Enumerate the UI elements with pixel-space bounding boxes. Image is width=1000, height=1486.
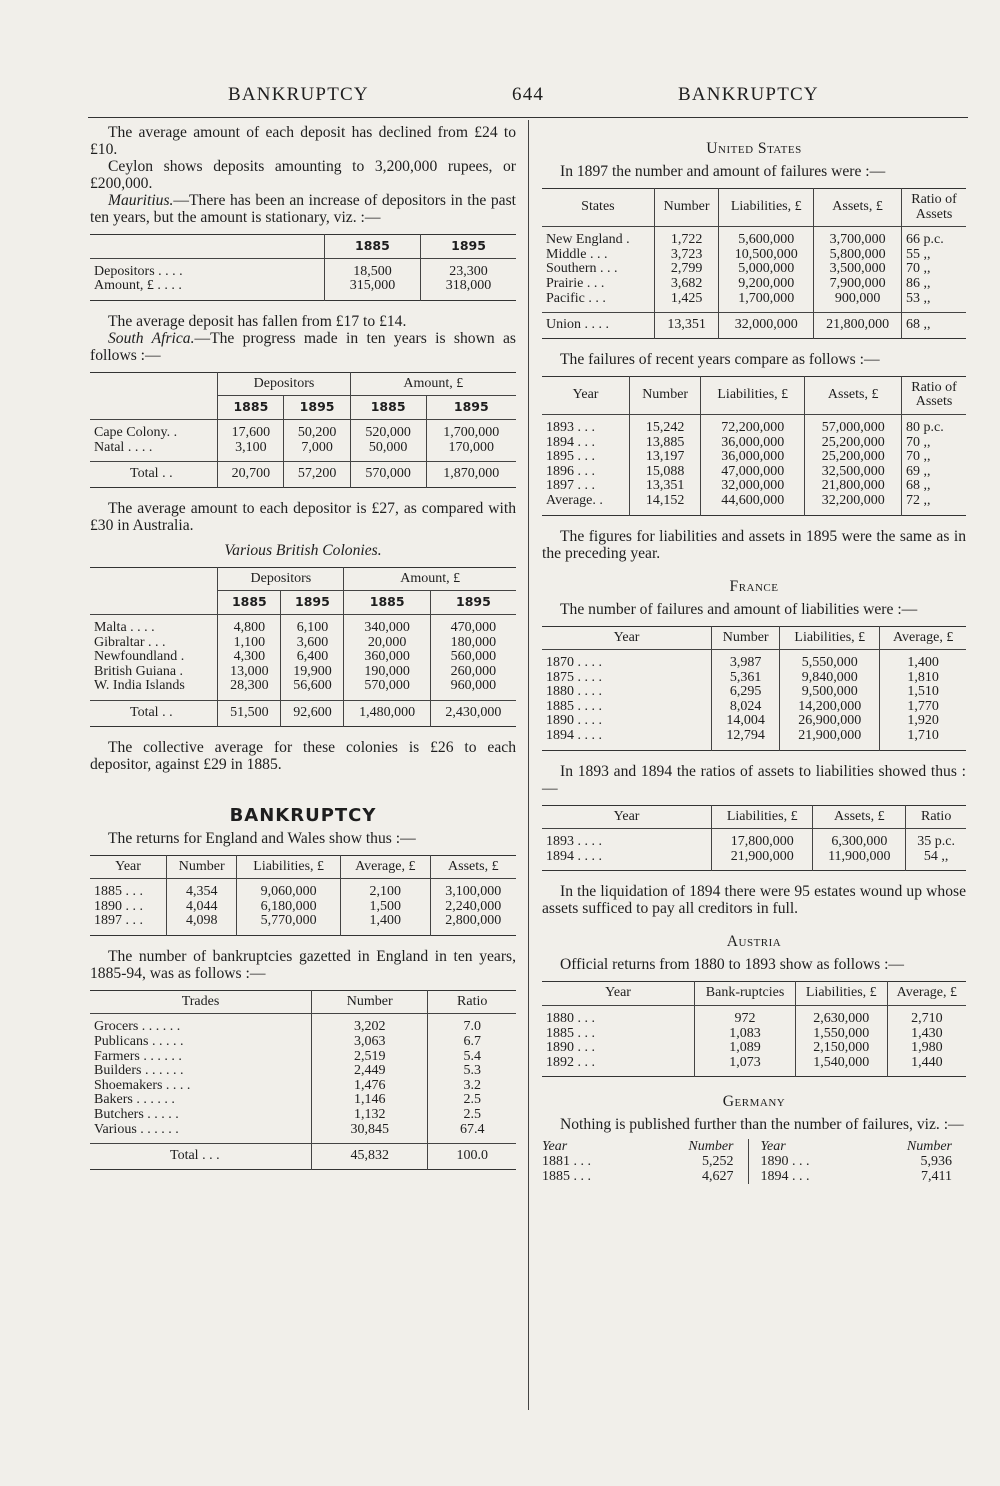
paragraph: South Africa.—The progress made in ten years is shown as follows :— <box>90 329 516 364</box>
paragraph: The collective average for these colonies is £26 to each depositor, against £29 in 1885. <box>90 738 516 773</box>
various-colonies-table: Depositors Amount, £ 1885 1895 1885 1895 Malta . . . . 4,800 6,100 340,000 470,000 Gibraltar . . . 1,100 3,600 20,000 180,000 Newfoundland . 4,300 6,400 360,000 560,000 British Guiana . 13,000 19,900 190,000 260,000 W. India Islands 28,300 56,600 570,000 960,000 Total . . 51,500 92,600 1,480,000 2,430,000 <box>90 567 516 727</box>
section-heading: United States <box>706 140 802 157</box>
england-wales-table: Year Number Liabilities, £ Average, £ Assets, £ 1885 . . . 4,354 9,060,000 2,100 3,100,000 1890 . . . 4,044 6,180,000 1,500 2,240,000 1897 . . . 4,098 5,770,000 1,400 2,800,000 <box>90 855 516 936</box>
section-heading: France <box>729 577 779 595</box>
paragraph: Ceylon shows deposits amounting to 3,200,000 rupees, or £200,000. <box>90 158 516 192</box>
paragraph: Mauritius.—There has been an increase of depositors in the past ten years, but the amount is stationary, viz. :— <box>90 192 516 226</box>
austria-table: Year Bank-ruptcies Liabilities, £ Average, £ 1880 . . . 972 2,630,000 2,710 1885 . . . 1,083 1,550,000 1,430 1890 . . . 1,089 2,150,000 1,980 1892 . . . 1,073 1,540,000 1,440 <box>542 981 966 1077</box>
right-column <box>542 140 966 1184</box>
header-rule <box>88 117 968 118</box>
table-caption: Various British Colonies. <box>224 541 382 559</box>
paragraph: In 1893 and 1894 the ratios of assets to liabilities showed thus :— <box>542 762 966 797</box>
assets-ratio-table: Year Liabilities, £ Assets, £ Ratio 1893 . . . . 17,800,000 6,300,000 35 p.c. 1894 . . . . 21,900,000 11,900,000 54 ,, <box>542 805 966 872</box>
paragraph: The failures of recent years compare as follows :— <box>560 350 880 368</box>
paragraph: The average amount to each depositor is £27, as compared with £30 in Australia. <box>90 499 516 534</box>
paragraph: The figures for liabilities and assets in 1895 were the same as in the preceding year. <box>542 527 966 562</box>
south-africa-table: Depositors Amount, £ 1885 1895 1885 1895 Cape Colony. . 17,600 50,200 520,000 1,700,000 Natal . . . . 3,100 7,000 50,000 170,000 Total . . 20,700 57,200 570,000 1,870,000 <box>90 372 516 488</box>
section-heading: Austria <box>726 933 782 951</box>
trades-table: Trades Number Ratio Grocers . . . . . . 3,202 7.0 Publicans . . . . . 3,063 6.7 Farmers . . . . . . 2,519 5.4 Builders . . . . . . 2,449 5.3 Shoemakers . . . . 1,476 3.2 Bakers . . . . . . 1,146 2.5 Butchers . . . . . 1,132 2.5 Various . . . . . . 30,845 67.4 Total . . . 45,832 100.0 <box>90 990 516 1170</box>
running-head-left: BANKRUPTCY <box>228 84 369 105</box>
section-heading: Germany <box>722 1093 786 1111</box>
section-name-mauritius: Mauritius. <box>108 192 174 209</box>
paragraph: Official returns from 1880 to 1893 show as follows :— <box>560 956 905 974</box>
recent-failures-table: Year Number Liabilities, £ Assets, £ Ratio of Assets 1893 . . . 15,242 72,200,000 57,000,000 80 p.c. 1894 . . . 13,885 36,000,000 25,200,000 70 ,, 1895 . . . 13,197 36,000,000 25,200,000 70 ,, 1896 . . . 15,088 47,000,000 32,500,000 69 ,, 1897 . . . 13,351 32,000,000 21,800,000 68 ,, Average. . 14,152 44,600,000 32,200,000 72 ,, <box>542 376 966 516</box>
left-column <box>90 124 516 1182</box>
column-divider <box>528 120 529 1410</box>
paragraph: Nothing is published further than the number of failures, viz. :— <box>560 1116 964 1134</box>
paragraph: The average amount of each deposit has declined from £24 to £10. <box>90 124 516 158</box>
paragraph: The number of failures and amount of liabilities were :— <box>560 600 918 618</box>
paragraph: The returns for England and Wales show thus :— <box>108 829 416 847</box>
paragraph: In 1897 the number and amount of failures were :— <box>560 163 886 180</box>
page-number: 644 <box>512 84 545 105</box>
mauritius-table: 1885 1895 Depositors . . . . 18,500 23,300 Amount, £ . . . . 315,000 318,000 <box>90 234 516 301</box>
paragraph: The number of bankruptcies gazetted in England in ten years, 1885-94, was as follows :— <box>90 947 516 982</box>
paragraph: The average deposit has fallen from £17 to £14. <box>108 312 407 330</box>
section-heading: BANKRUPTCY <box>229 804 377 826</box>
us-failures-table: States Number Liabilities, £ Assets, £ Ratio of Assets New England . 1,722 5,600,000 3,700,000 66 p.c. Middle . . . 3,723 10,500,000 5,800,000 55 ,, Southern . . . 2,799 5,000,000 3,500,000 70 ,, Prairie . . . 3,682 9,200,000 7,900,000 86 ,, Pacific . . . 1,425 1,700,000 900,000 53 ,, Union . . . . 13,351 32,000,000 21,800,000 68 ,, <box>542 188 966 339</box>
france-table: Year Number Liabilities, £ Average, £ 1870 . . . . 3,987 5,550,000 1,400 1875 . . . . 5,361 9,840,000 1,810 1880 . . . . 6,295 9,500,000 1,510 1885 . . . . 8,024 14,200,000 1,770 1890 . . . . 14,004 26,900,000 1,920 1894 . . . . 12,794 21,900,000 1,710 <box>542 626 966 751</box>
running-head-right: BANKRUPTCY <box>678 84 819 105</box>
section-name-south-africa: South Africa. <box>108 329 195 347</box>
germany-table: Year Number Year Number 1881 . . . 5,252 1890 . . . 5,936 1885 . . . 4,627 1894 . . . 7,411 <box>542 1139 966 1184</box>
paragraph: In the liquidation of 1894 there were 95 estates wound up whose assets sufficed to pay all creditors in full. <box>542 883 966 918</box>
